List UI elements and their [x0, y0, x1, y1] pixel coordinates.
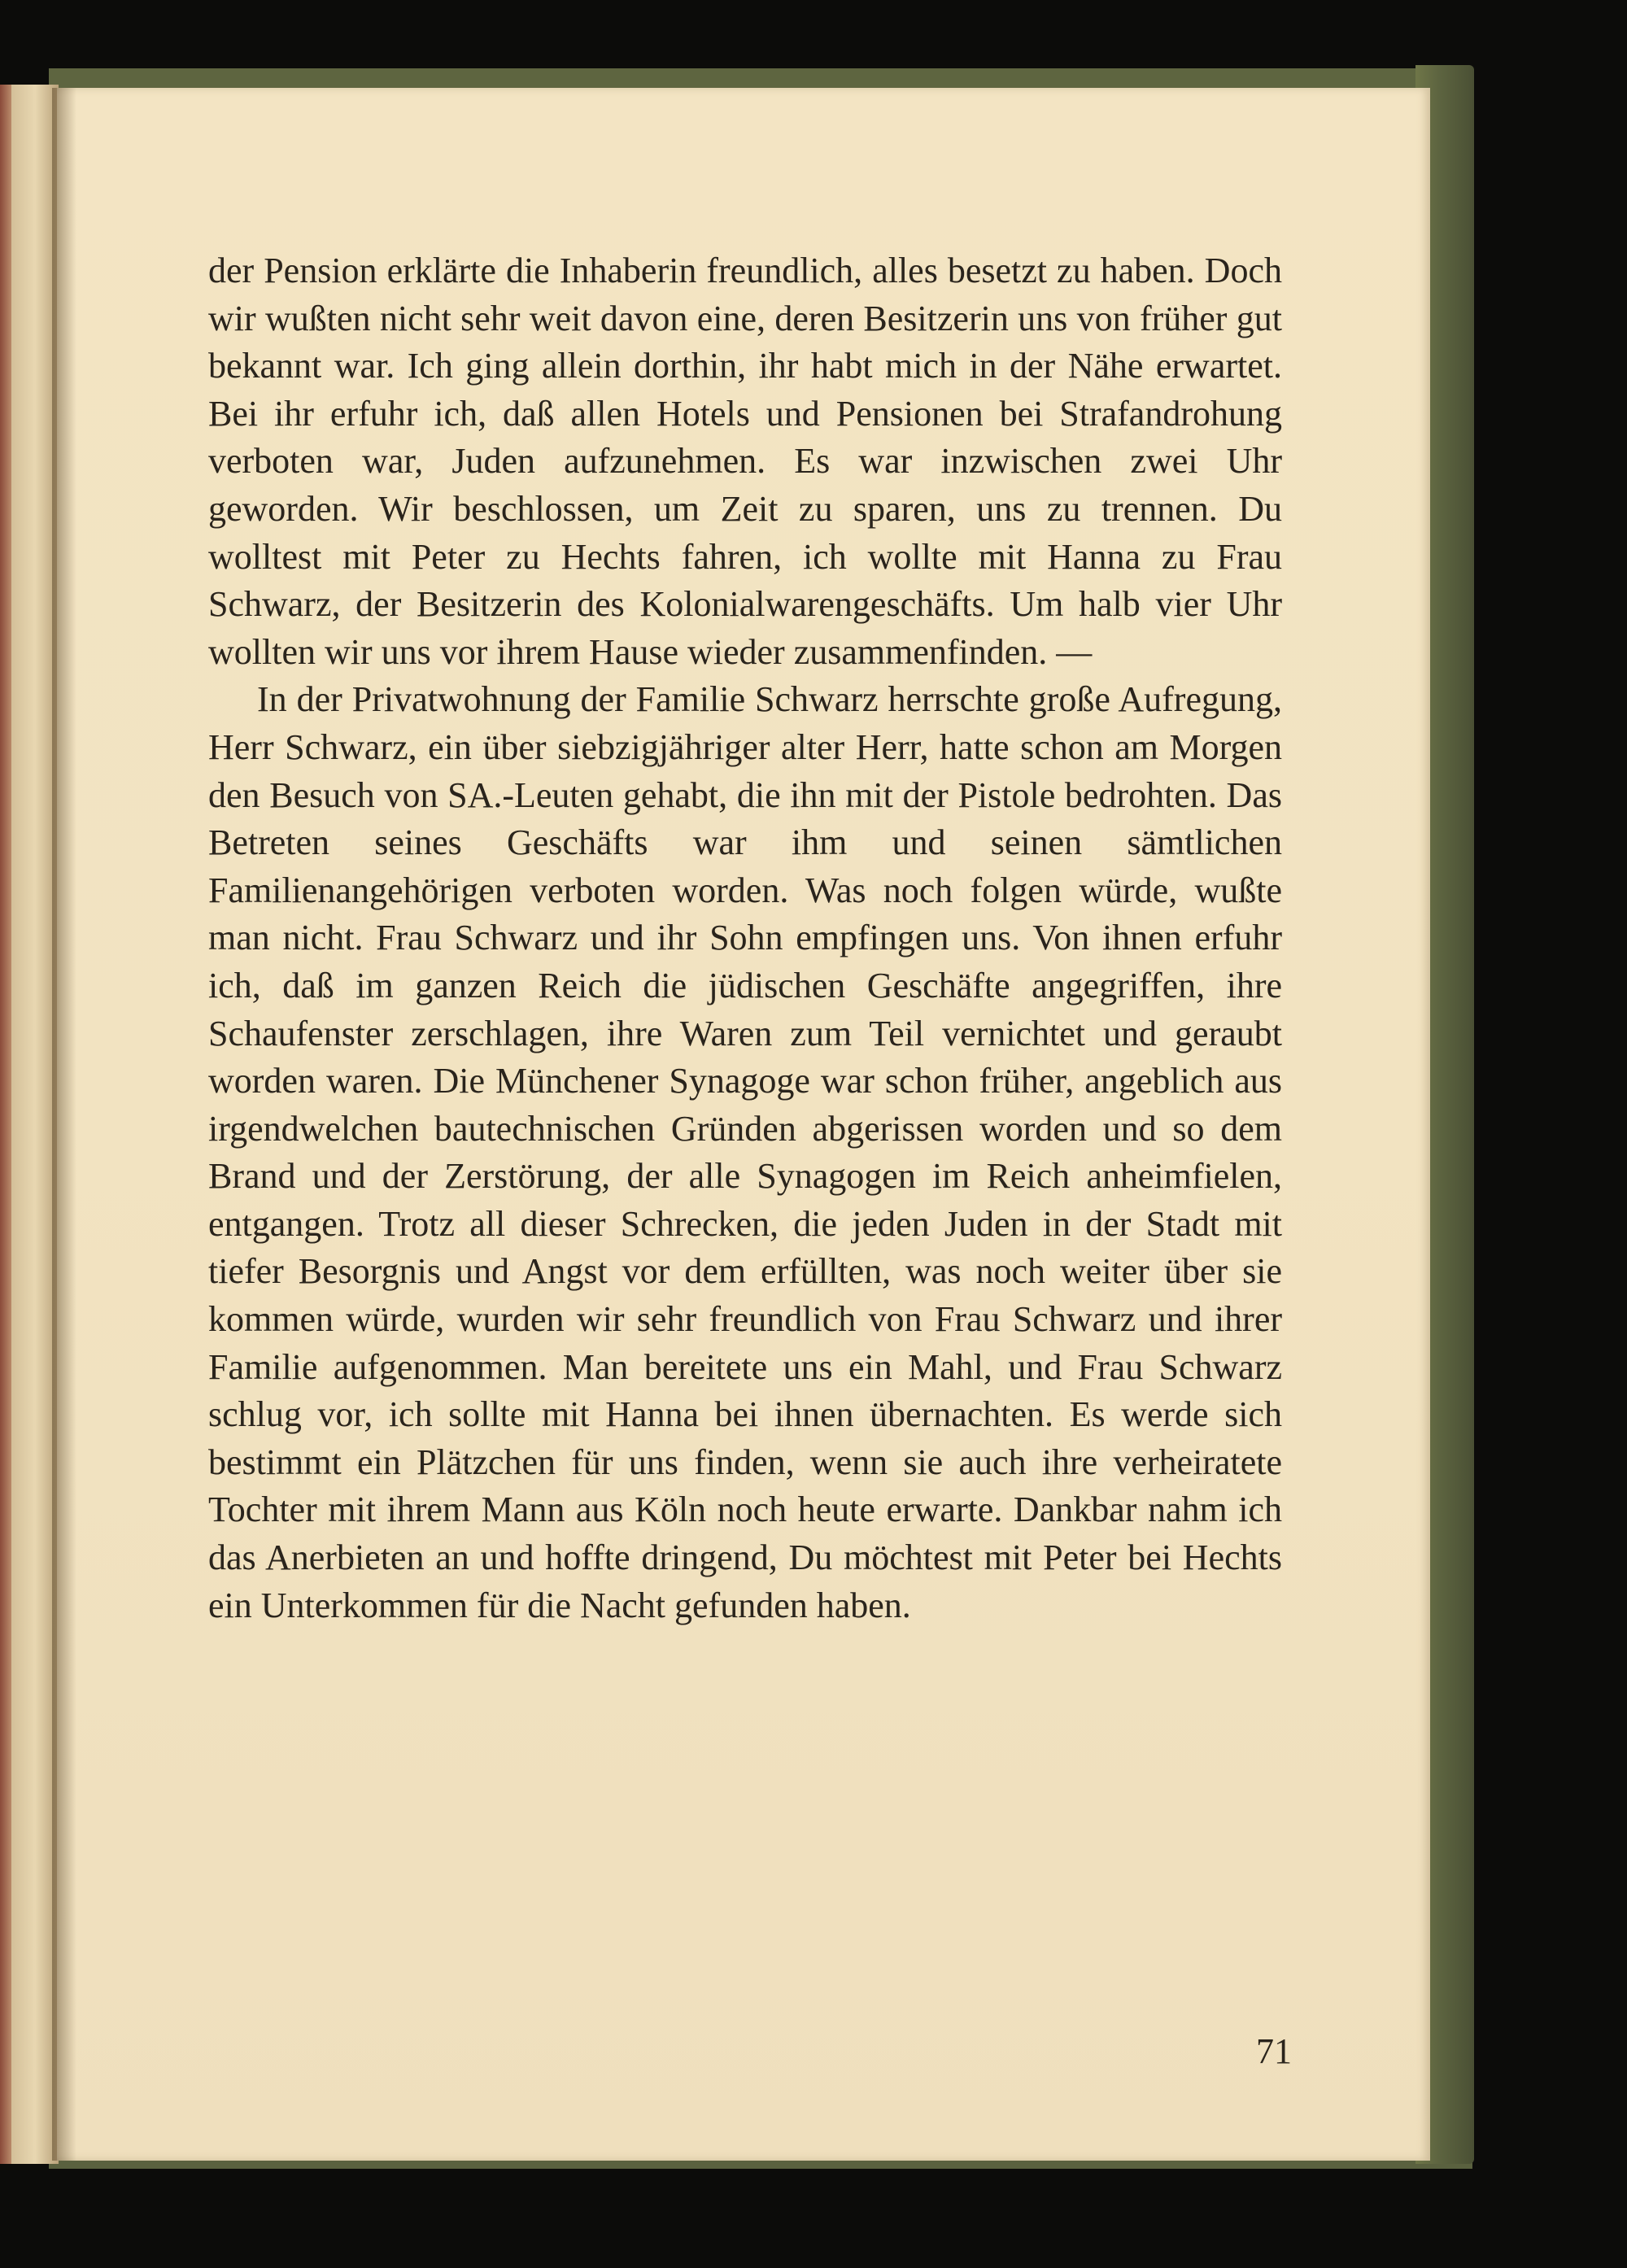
page-body-text	[208, 247, 1282, 1629]
paragraph-2: In der Privatwohnung der Familie Schwarz herrschte große Aufregung, Herr Schwarz, ein über siebzigjähriger alter Herr, hatte schon am Morgen den Besuch von SA.-Leuten gehabt, die ihn mit der Pistole bedrohten. Das Betreten seines Geschäfts war ihm und seinen sämtlichen Familienangehörigen verboten worden. Was noch folgen würde, wußte man nicht. Frau Schwarz und ihr Sohn empfingen uns. Von ihnen erfuhr ich, daß im ganzen Reich die jüdischen Geschäfte angegriffen, ihre Schaufenster zerschlagen, ihre Waren zum Teil vernichtet und geraubt worden waren. Die Münchener Synagoge war schon früher, angeblich aus irgendwelchen bautechnischen Gründen abgerissen worden und so dem Brand und der Zerstörung, der alle Synagogen im Reich anheimfielen, entgangen. Trotz all dieser Schrecken, die jeden Juden in der Stadt mit tiefer Besorgnis und Angst vor dem erfüllten, was noch weiter über sie kommen würde, wurden wir sehr freundlich von Frau Schwarz und ihrer Familie aufgenommen. Man bereitete uns ein Mahl, und Frau Schwarz schlug vor, ich sollte mit Hanna bei ihnen übernachten. Es werde sich bestimmt ein Plätzchen für uns finden, wenn sie auch ihre verheiratete Tochter mit ihrem Mann aus Köln noch heute erwarte. Dankbar nahm ich das Anerbieten an und hoffte dringend, Du möchtest mit Peter bei Hechts ein Unterkommen für die Nacht gefunden haben.	[208, 679, 1282, 1625]
book-page	[57, 88, 1430, 2161]
page-edge-stain	[0, 85, 11, 2164]
page-number: 71	[1256, 2031, 1292, 2071]
paragraph-1: der Pension erklärte die Inhaberin freundlich, alles besetzt zu haben. Doch wir wußten nicht sehr weit davon eine, deren Besitzerin uns von früher gut bekannt war. Ich ging allein dorthin, ihr habt mich in der Nähe erwartet. Bei ihr erfuhr ich, daß allen Hotels und Pensionen bei Strafandrohung verboten war, Juden aufzunehmen. Es war inzwischen zwei Uhr geworden. Wir beschlossen, um Zeit zu sparen, uns zu trennen. Du wolltest mit Peter zu Hechts fahren, ich wollte mit Hanna zu Frau Schwarz, der Besitzerin des Kolonialwarengeschäfts. Um halb vier Uhr wollten wir uns vor ihrem Hause wieder zusammenfinden. —	[208, 251, 1282, 672]
page-gutter-shadow	[52, 88, 76, 2161]
